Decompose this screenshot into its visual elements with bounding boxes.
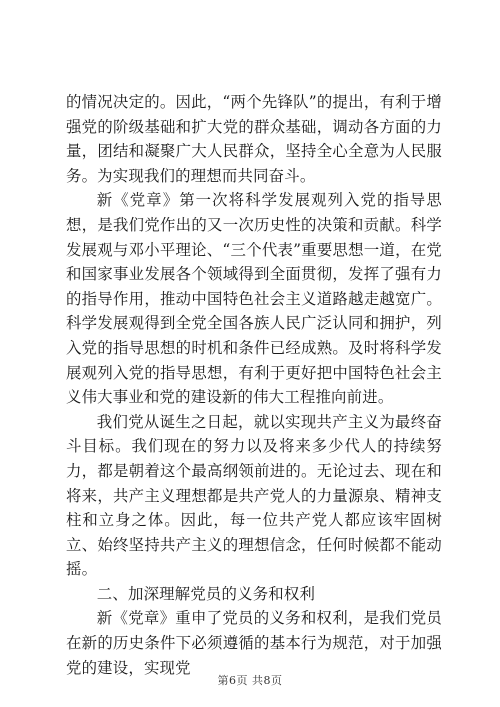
- paragraph-communism-ideal: 我们党从诞生之日起，就以实现共产主义为最终奋斗目标。我们现在的努力以及将来多少代人的持续努力，都是朝着这个最高纲领前进的。无论过去、现在和将来，共产主义理想都是共产党人的力量源泉、精神支柱和立身之体。因此，每一位共产党人都应该牢固树立、始终坚持共产主义的理想信念，任何时候都不能动摇。: [66, 412, 442, 579]
- paragraph-duties-rights: 新《党章》重申了党员的义务和权利，是我们党员在新的历史条件下必须遵循的基本行为规范，对于加强党的建设，实现党: [66, 609, 442, 677]
- paragraph-continuation: 的情况决定的。因此，“两个先锋队”的提出，有利于增强党的阶级基础和扩大党的群众基础，调动各方面的力量，团结和凝聚广大人民群众，坚持全心全意为人民服务。为实现我们的理想而共同奋斗。: [66, 93, 442, 185]
- paragraph-scientific-development: 新《党章》第一次将科学发展观列入党的指导思想，是我们党作出的又一次历史性的决策和贡献。科学发展观与邓小平理论、“三个代表”重要思想一道，在党和国家事业发展各个领域得到全面贯彻，发挥了强有力的指导作用，推动中国特色社会主义道路越走越宽广。科学发展观得到全党全国各族人民广泛认同和拥护，列入党的指导思想的时机和条件已经成熟。及时将科学发展观列入党的指导思想，有利于更好把中国特色社会主义伟大事业和党的建设新的伟大工程推向前进。: [66, 191, 442, 407]
- body-text: [66, 90, 442, 680]
- page-footer: 第6页 共8页: [217, 674, 283, 687]
- section-heading: 二、加深理解党员的义务和权利: [96, 584, 316, 603]
